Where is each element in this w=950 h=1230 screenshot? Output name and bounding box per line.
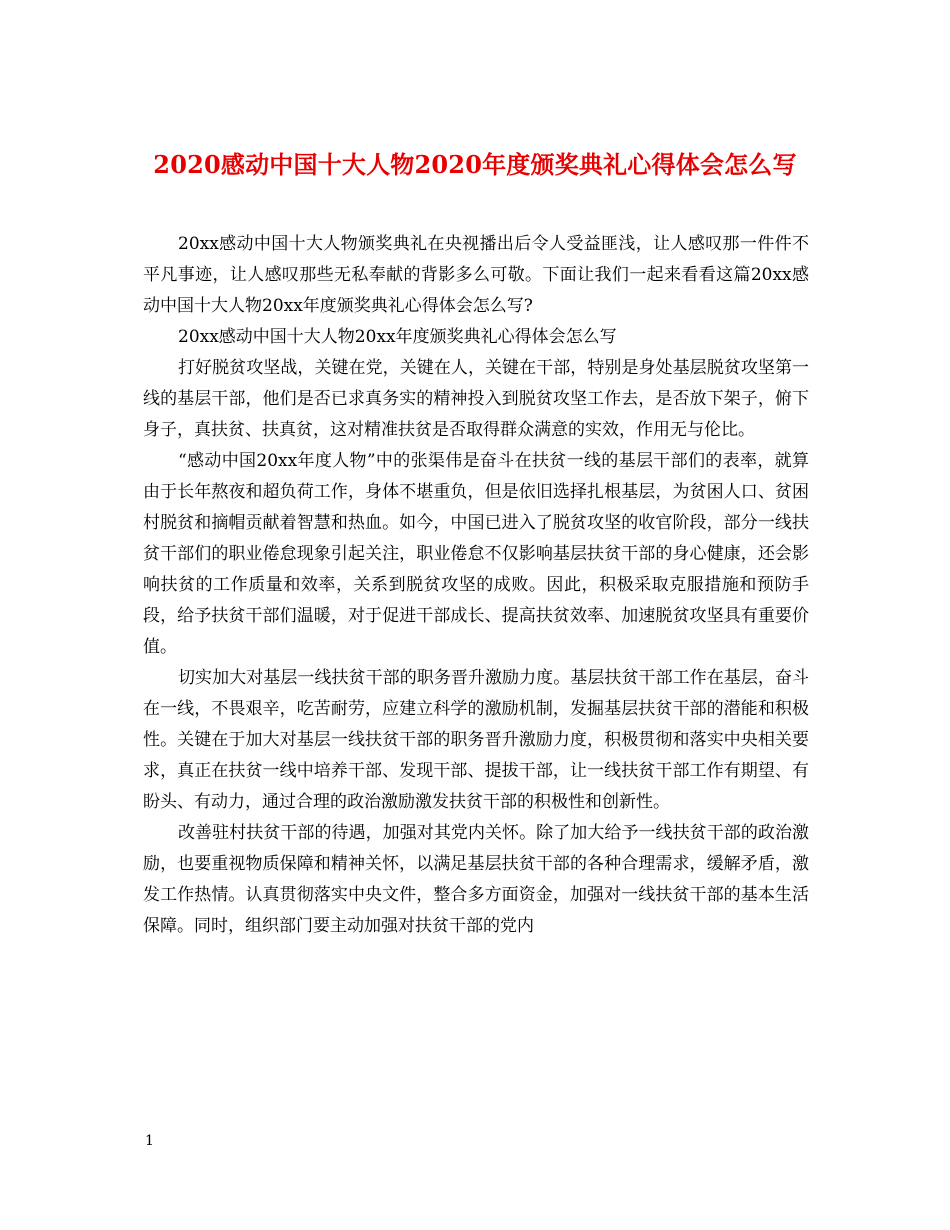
paragraph-zhang-quwei: “感动中国20xx年度人物”中的张渠伟是奋斗在扶贫一线的基层干部们的表率，就算由于长年熬夜和超负荷工作，身体不堪重负，但是依旧选择扎根基层，为贫困人口、贫困村脱贫和摘帽贡献着智慧和热血。如今，中国已进入了脱贫攻坚的收官阶段，部分一线扶贫干部们的职业倦怠现象引起关注，职业倦怠不仅影响基层扶贫干部的身心健康，还会影响扶贫的工作质量和效率，关系到脱贫攻坚的成败。因此，积极采取克服措施和预防手段，给予扶贫干部们温暖，对于促进干部成长、提高扶贫效率、加速脱贫攻坚具有重要价值。 (143, 451, 809, 657)
paragraph-subtitle: 20xx感动中国十大人物20xx年度颁奖典礼心得体会怎么写 (178, 327, 617, 347)
paragraph-intro: 20xx感动中国十大人物颁奖典礼在央视播出后令人受益匪浅，让人感叹那一件件不平凡事迹，让人感叹那些无私奉献的背影多么可敬。下面让我们一起来看看这篇20xx感动中国十大人物20xx年度颁奖典礼心得体会怎么写? (143, 234, 809, 316)
document-body (143, 229, 809, 942)
paragraph-poverty-battle: 打好脱贫攻坚战，关键在党，关键在人，关键在干部，特别是身处基层脱贫攻坚第一线的基层干部，他们是否已求真务实的精神投入到脱贫攻坚工作去，是否放下架子，俯下身子，真扶贫、扶真贫，这对精准扶贫是否取得群众满意的实效，作用无与伦比。 (143, 358, 809, 440)
document-title: 2020感动中国十大人物2020年度颁奖典礼心得体会怎么写 (153, 150, 797, 180)
page-number: 1 (145, 1133, 154, 1149)
paragraph-promotion-incentive: 切实加大对基层一线扶贫干部的职务晋升激励力度。基层扶贫干部工作在基层，奋斗在一线，不畏艰辛，吃苦耐劳，应建立科学的激励机制，发掘基层扶贫干部的潜能和积极性。关键在于加大对基层一线扶贫干部的职务晋升激励力度，积极贯彻和落实中央相关要求，真正在扶贫一线中培养干部、发现干部、提拔干部，让一线扶贫干部工作有期望、有盼头、有动力，通过合理的政治激励激发扶贫干部的积极性和创新性。 (143, 668, 809, 812)
paragraph-treatment-care: 改善驻村扶贫干部的待遇，加强对其党内关怀。除了加大给予一线扶贫干部的政治激励，也要重视物质保障和精神关怀，以满足基层扶贫干部的各种合理需求，缓解矛盾，激发工作热情。认真贯彻落实中央文件，整合多方面资金，加强对一线扶贫干部的基本生活保障。同时，组织部门要主动加强对扶贫干部的党内 (143, 823, 809, 936)
